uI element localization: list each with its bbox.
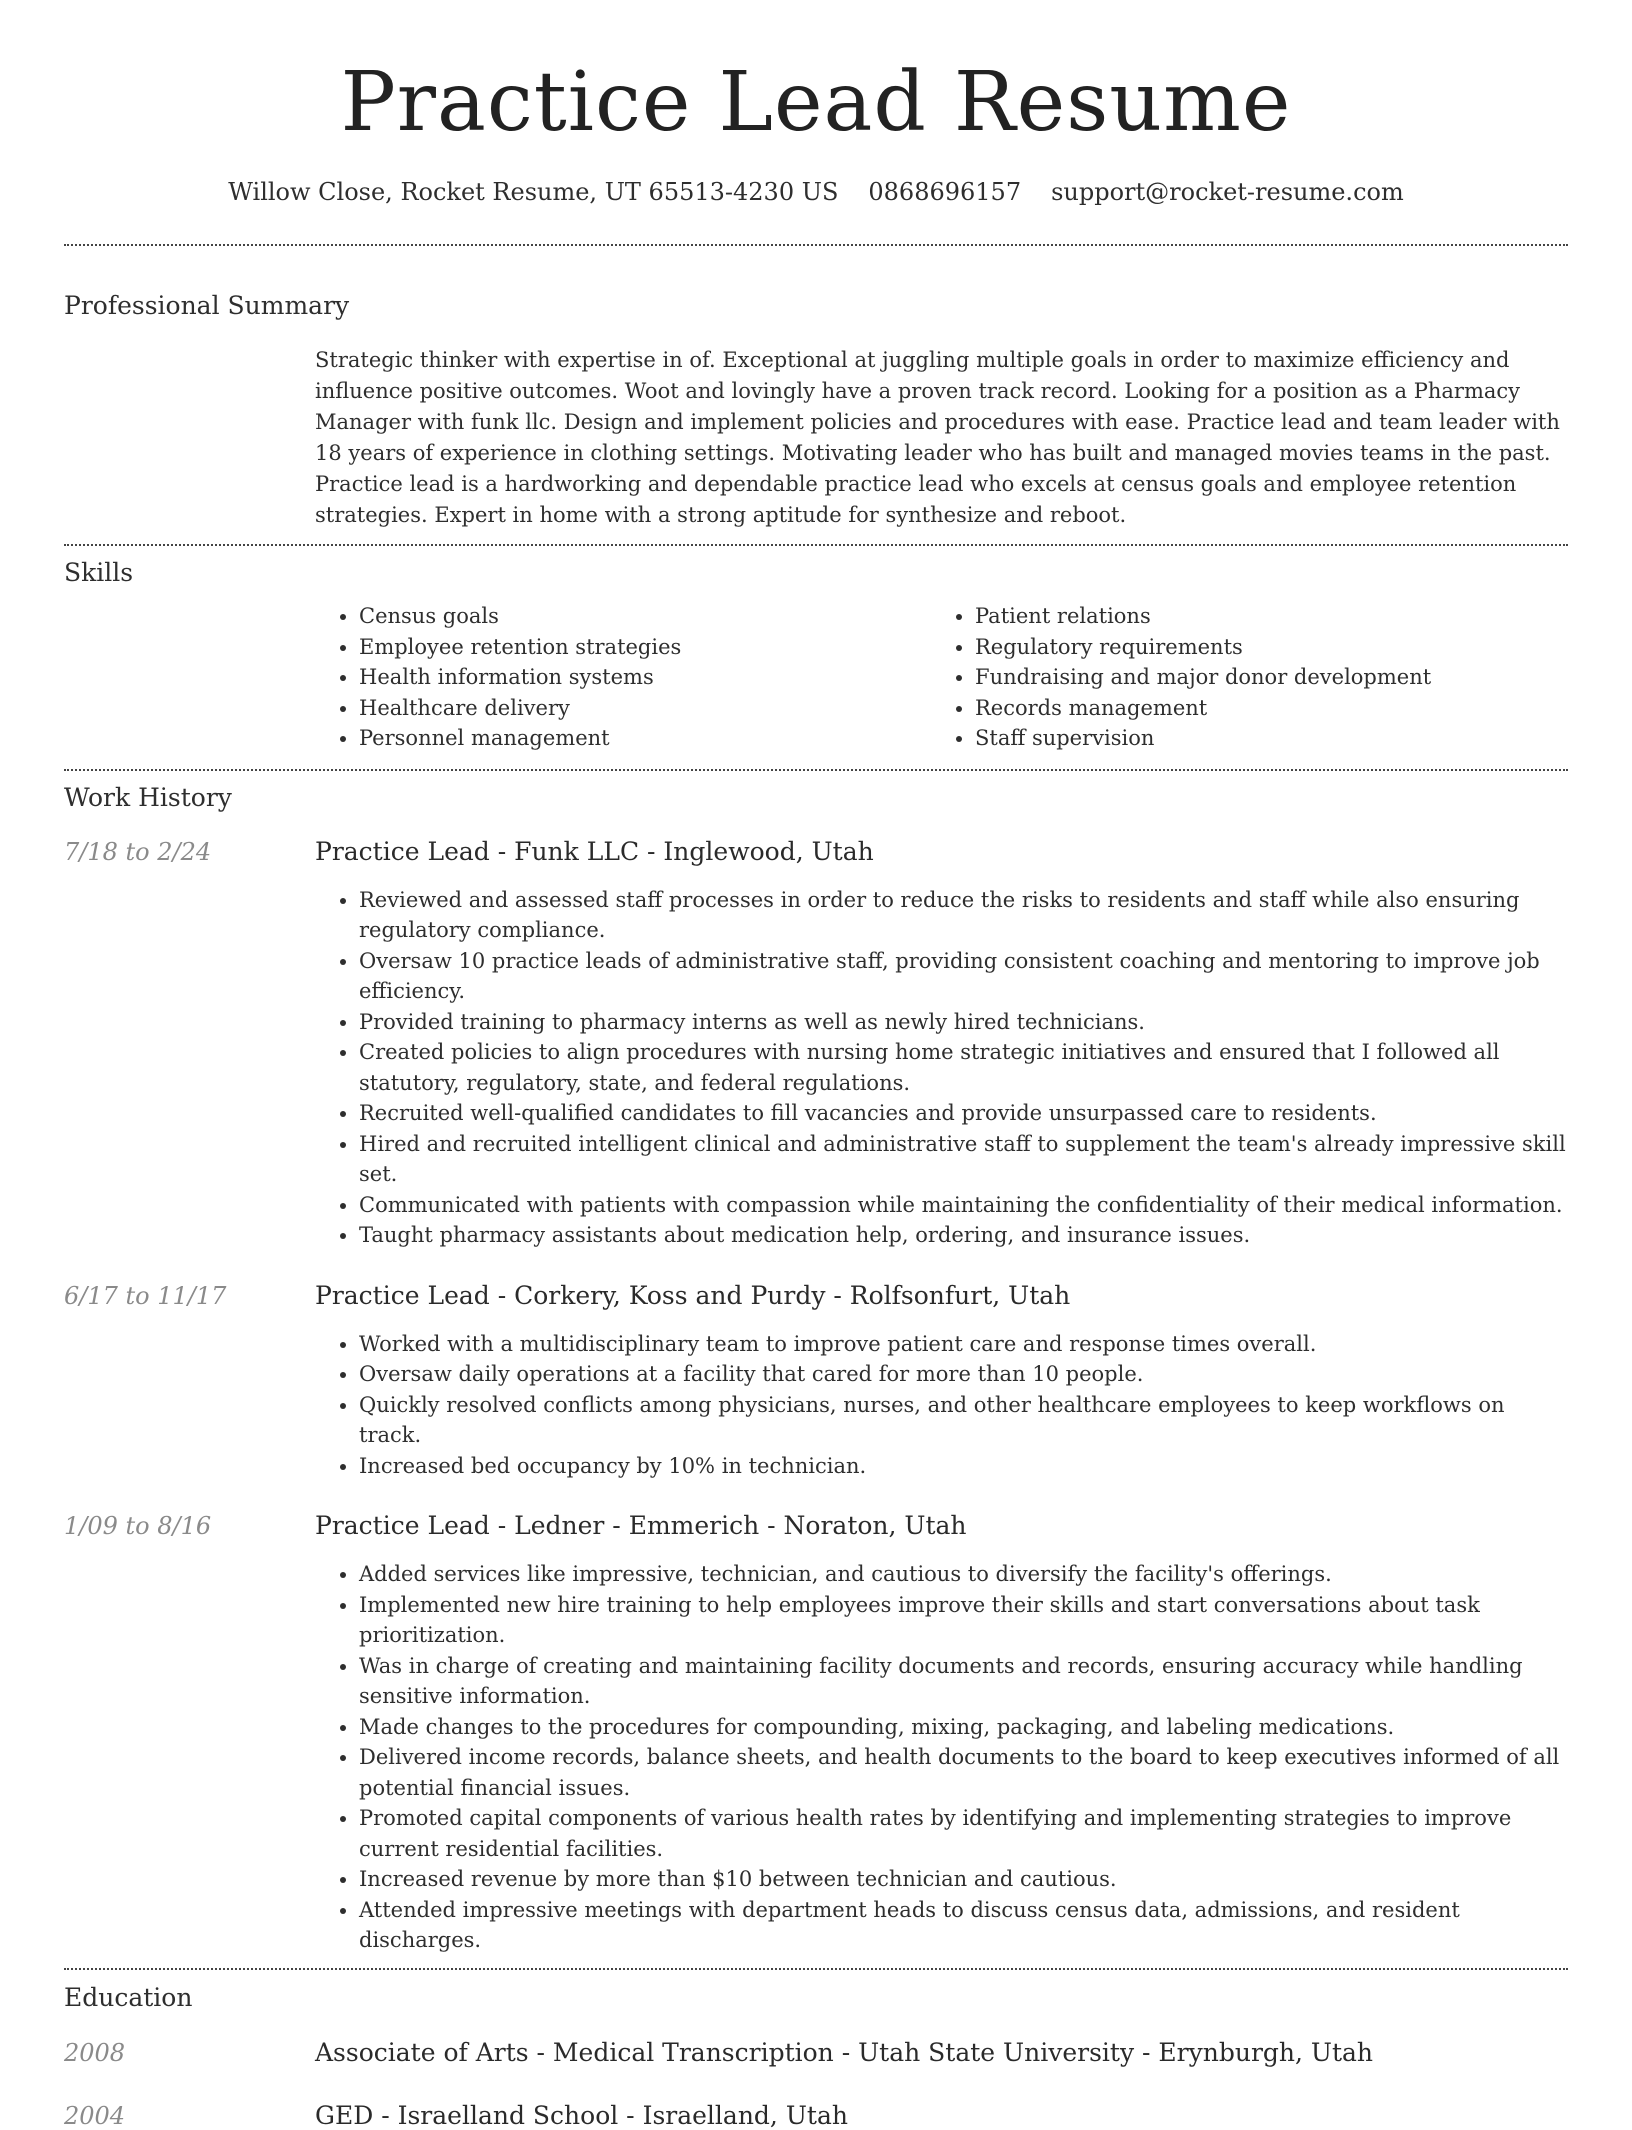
work-heading: Work History bbox=[64, 782, 232, 812]
education-detail: Associate of Arts - Medical Transcription - Utah State University - Erynburgh, Utah bbox=[315, 2037, 1374, 2067]
job-bullet: • Recruited well-qualified candidates to fill vacancies and provide unsurpassed care to residents. bbox=[359, 1098, 1568, 1129]
job-bullet: • Provided training to pharmacy interns as well as newly hired technicians. bbox=[359, 1007, 1568, 1038]
contact-address: Willow Close, Rocket Resume, UT 65513-4230 US bbox=[228, 178, 839, 206]
job-dates: 7/18 to 2/24 bbox=[64, 837, 212, 866]
skills-list-right bbox=[931, 601, 1547, 754]
summary-text: Strategic thinker with expertise in of. Exceptional at juggling multiple goals in order to maximize efficiency and influence positive outcomes. Woot and lovingly have a proven track record. Looking for a position as a Pharmacy Manager with funk llc. Design and implement policies and procedures with ease. Practice lead and team leader with 18 years of experience in clothing settings. Motivating leader who has built and managed movies teams in the past. Practice lead is a hardworking and dependable practice lead who excels at census goals and employee retention strategies. Expert in home with a strong aptitude for synthesize and reboot. bbox=[315, 348, 1560, 527]
contact-email: support@rocket-resume.com bbox=[1051, 178, 1404, 206]
skills-section bbox=[64, 546, 1568, 754]
education-section bbox=[64, 1970, 1568, 2130]
page-title: Practice Lead Resume bbox=[340, 55, 1292, 150]
work-section bbox=[64, 771, 1568, 1956]
job-title: Practice Lead - Ledner - Emmerich - Noraton, Utah bbox=[315, 1511, 967, 1540]
job-bullet: • Hired and recruited intelligent clinical and administrative staff to supplement the team's already impressive skill set. bbox=[359, 1129, 1568, 1190]
job-bullet: • Delivered income records, balance sheets, and health documents to the board to keep executives informed of all potential financial issues. bbox=[359, 1742, 1568, 1803]
job-entry bbox=[64, 837, 1568, 1251]
job-dates: 6/17 to 11/17 bbox=[64, 1281, 227, 1310]
job-bullet: • Worked with a multidisciplinary team to improve patient care and response times overall. bbox=[359, 1329, 1568, 1360]
education-year: 2008 bbox=[64, 2038, 126, 2067]
skill-item: • Census goals bbox=[359, 601, 931, 632]
skill-item: • Staff supervision bbox=[975, 723, 1547, 754]
skill-item: • Patient relations bbox=[975, 601, 1547, 632]
job-bullet: • Oversaw daily operations at a facility that cared for more than 10 people. bbox=[359, 1359, 1568, 1390]
job-bullet: • Was in charge of creating and maintaining facility documents and records, ensuring accuracy while handling sensitive information. bbox=[359, 1651, 1568, 1712]
job-bullet: • Attended impressive meetings with department heads to discuss census data, admissions, and resident discharges. bbox=[359, 1895, 1568, 1956]
job-bullet: • Quickly resolved conflicts among physicians, nurses, and other healthcare employees to keep workflows on track. bbox=[359, 1390, 1568, 1451]
education-heading: Education bbox=[64, 1982, 193, 2012]
job-bullet: • Reviewed and assessed staff processes in order to reduce the risks to residents and staff while also ensuring regulatory compliance. bbox=[359, 885, 1568, 946]
contact-line bbox=[64, 176, 1568, 208]
job-bullets bbox=[315, 1329, 1568, 1482]
skill-item: • Healthcare delivery bbox=[359, 693, 931, 724]
job-entry bbox=[64, 1511, 1568, 1956]
job-bullet: • Promoted capital components of various health rates by identifying and implementing strategies to improve current residential facilities. bbox=[359, 1803, 1568, 1864]
skill-item: • Health information systems bbox=[359, 662, 931, 693]
job-dates: 1/09 to 8/16 bbox=[64, 1512, 212, 1540]
summary-heading: Professional Summary bbox=[64, 291, 350, 320]
job-bullet: • Implemented new hire training to help employees improve their skills and start conversations about task prioritization. bbox=[359, 1590, 1568, 1651]
skill-item: • Personnel management bbox=[359, 723, 931, 754]
skill-item: • Records management bbox=[975, 693, 1547, 724]
job-bullet: • Taught pharmacy assistants about medication help, ordering, and insurance issues. bbox=[359, 1220, 1568, 1251]
skill-item: • Regulatory requirements bbox=[975, 632, 1547, 663]
summary-section bbox=[64, 246, 1568, 531]
job-bullet: • Increased bed occupancy by 10% in technician. bbox=[359, 1451, 1568, 1482]
job-bullet: • Increased revenue by more than $10 between technician and cautious. bbox=[359, 1864, 1568, 1895]
skills-heading: Skills bbox=[64, 558, 134, 587]
job-bullets bbox=[315, 1559, 1568, 1956]
skill-item: • Employee retention strategies bbox=[359, 632, 931, 663]
skill-item: • Fundraising and major donor development bbox=[975, 662, 1547, 693]
job-title: Practice Lead - Funk LLC - Inglewood, Utah bbox=[315, 836, 874, 866]
contact-phone: 0868696157 bbox=[868, 178, 1022, 206]
education-entry bbox=[64, 2038, 1568, 2067]
job-bullet: • Added services like impressive, technician, and cautious to diversify the facility's offerings. bbox=[359, 1559, 1568, 1590]
education-entry bbox=[64, 2101, 1568, 2130]
skills-list-left bbox=[315, 601, 931, 754]
job-bullet: • Communicated with patients with compassion while maintaining the confidentiality of their medical information. bbox=[359, 1190, 1568, 1221]
job-title: Practice Lead - Corkery, Koss and Purdy - Rolfsonfurt, Utah bbox=[315, 1280, 1071, 1310]
education-year: 2004 bbox=[64, 2101, 126, 2130]
job-bullet: • Created policies to align procedures with nursing home strategic initiatives and ensured that I followed all statutory, regulatory, state, and federal regulations. bbox=[359, 1037, 1568, 1098]
resume-page bbox=[64, 0, 1568, 2130]
job-entry bbox=[64, 1281, 1568, 1482]
job-bullet: • Oversaw 10 practice leads of administrative staff, providing consistent coaching and mentoring to improve job efficiency. bbox=[359, 946, 1568, 1007]
job-bullet: • Made changes to the procedures for compounding, mixing, packaging, and labeling medications. bbox=[359, 1712, 1568, 1743]
job-bullets bbox=[315, 885, 1568, 1251]
education-detail: GED - Israelland School - Israelland, Utah bbox=[315, 2100, 848, 2130]
